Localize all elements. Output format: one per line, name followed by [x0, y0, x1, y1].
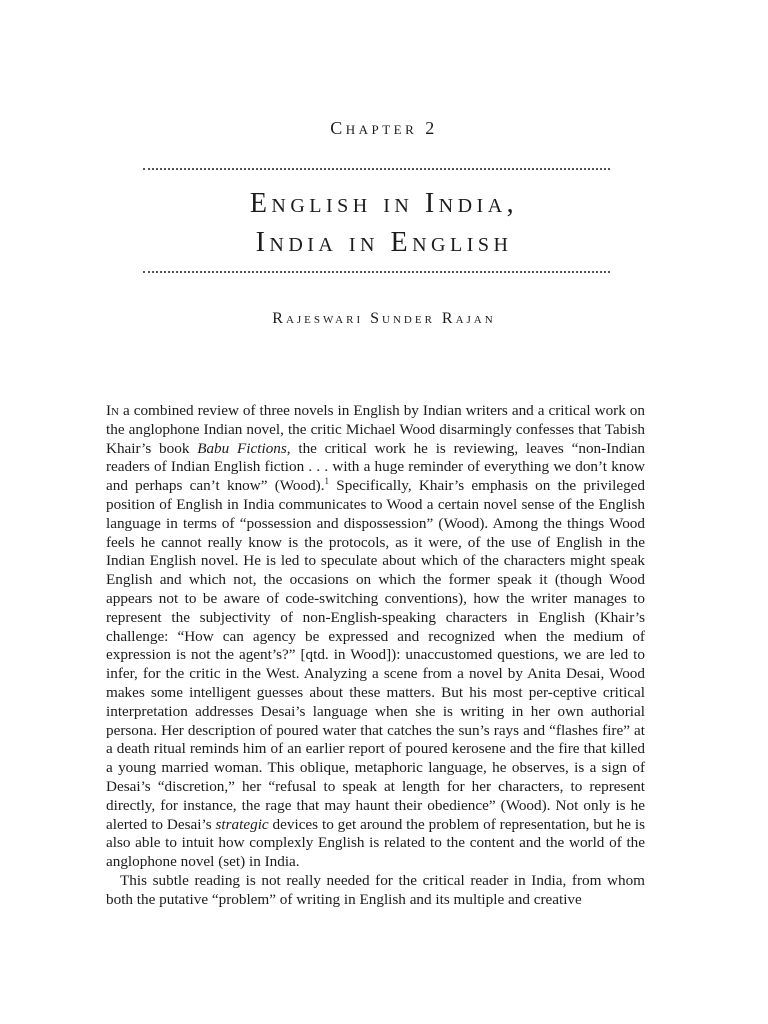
paragraph-text: Specifically, Khair’s emphasis on the privileged position of English in India communicates to Wood a certain novel sense of the English language in terms of “possession and dispossession” (Wood). Among the things Wood feels he cannot really know is the protocols, as it were, of the use of English in the Indian English novel. He is led to speculate about which of the characters might speak English and which not, the occasions on which the former speak it (though Wood appears not to be aware of code-switching conventions), how the writer manages to represent the subjectivity of non-English-speaking characters in English (Khair’s challenge: “How can agency be expressed and recognized when the medium of expression is not the agent’s?” [qtd. in Wood]): unaccustomed questions, we are led to infer, for the critic in the West. Analyzing a scene from a novel by Anita Desai, Wood makes some intelligent guesses about these matters. But his most per-ceptive critical interpretation addresses Desai’s language when she is writing in her own authorial persona. Her description of poured water that catches the sun’s rays and “flashes fire” at a death ritual reminds him of an earlier report of poured kerosene and the fire that killed a young married woman. This oblique, metaphoric language, he observes, is a sign of Desai’s “discretion,” her “refusal to speak at length for her characters, to represent directly, for instance, the rage that may haunt their obedience” (Wood). Not only is he alerted to Desai’s [106, 477, 645, 833]
paragraph-text: devices to get around the problem of representation, but he is also able to intuit how complexly English is related to the content and the world of the anglophone novel (set) in India. [106, 815, 645, 871]
dotted-rule-top [143, 168, 610, 170]
chapter-title-line-2: India in English [255, 227, 513, 258]
paragraph-1 [106, 402, 645, 872]
dotted-rule-bottom [143, 271, 610, 273]
book-title-italic: Babu Fictions [197, 439, 287, 457]
chapter-label: Chapter 2 [330, 118, 438, 138]
paragraph-text: , the critical work he is reviewing, leaves “non-Indian readers of Indian English fiction . . . with a huge reminder of everything we don’t know and perhaps can’t know” (Wood). [106, 439, 645, 495]
paragraph-lead-word: In [106, 402, 120, 419]
chapter-title-line-1: English in India, [249, 188, 519, 219]
footnote-reference[interactable]: 1 [324, 476, 330, 487]
paragraph-text: a combined review of three novels in English by Indian writers and a critical work on the anglophone Indian novel, the critic Michael Wood disarmingly confesses that Tabish Khair’s book [106, 402, 645, 457]
chapter-author: Rajeswari Sunder Rajan [272, 310, 496, 327]
paragraph-2: This subtle reading is not really needed for the critical reader in India, from whom both the putative “problem” of writing in English and its multiple and creative [106, 871, 645, 908]
emphasis-italic: strategic [215, 815, 269, 833]
body-text [106, 402, 645, 910]
chapter-title [0, 184, 768, 262]
